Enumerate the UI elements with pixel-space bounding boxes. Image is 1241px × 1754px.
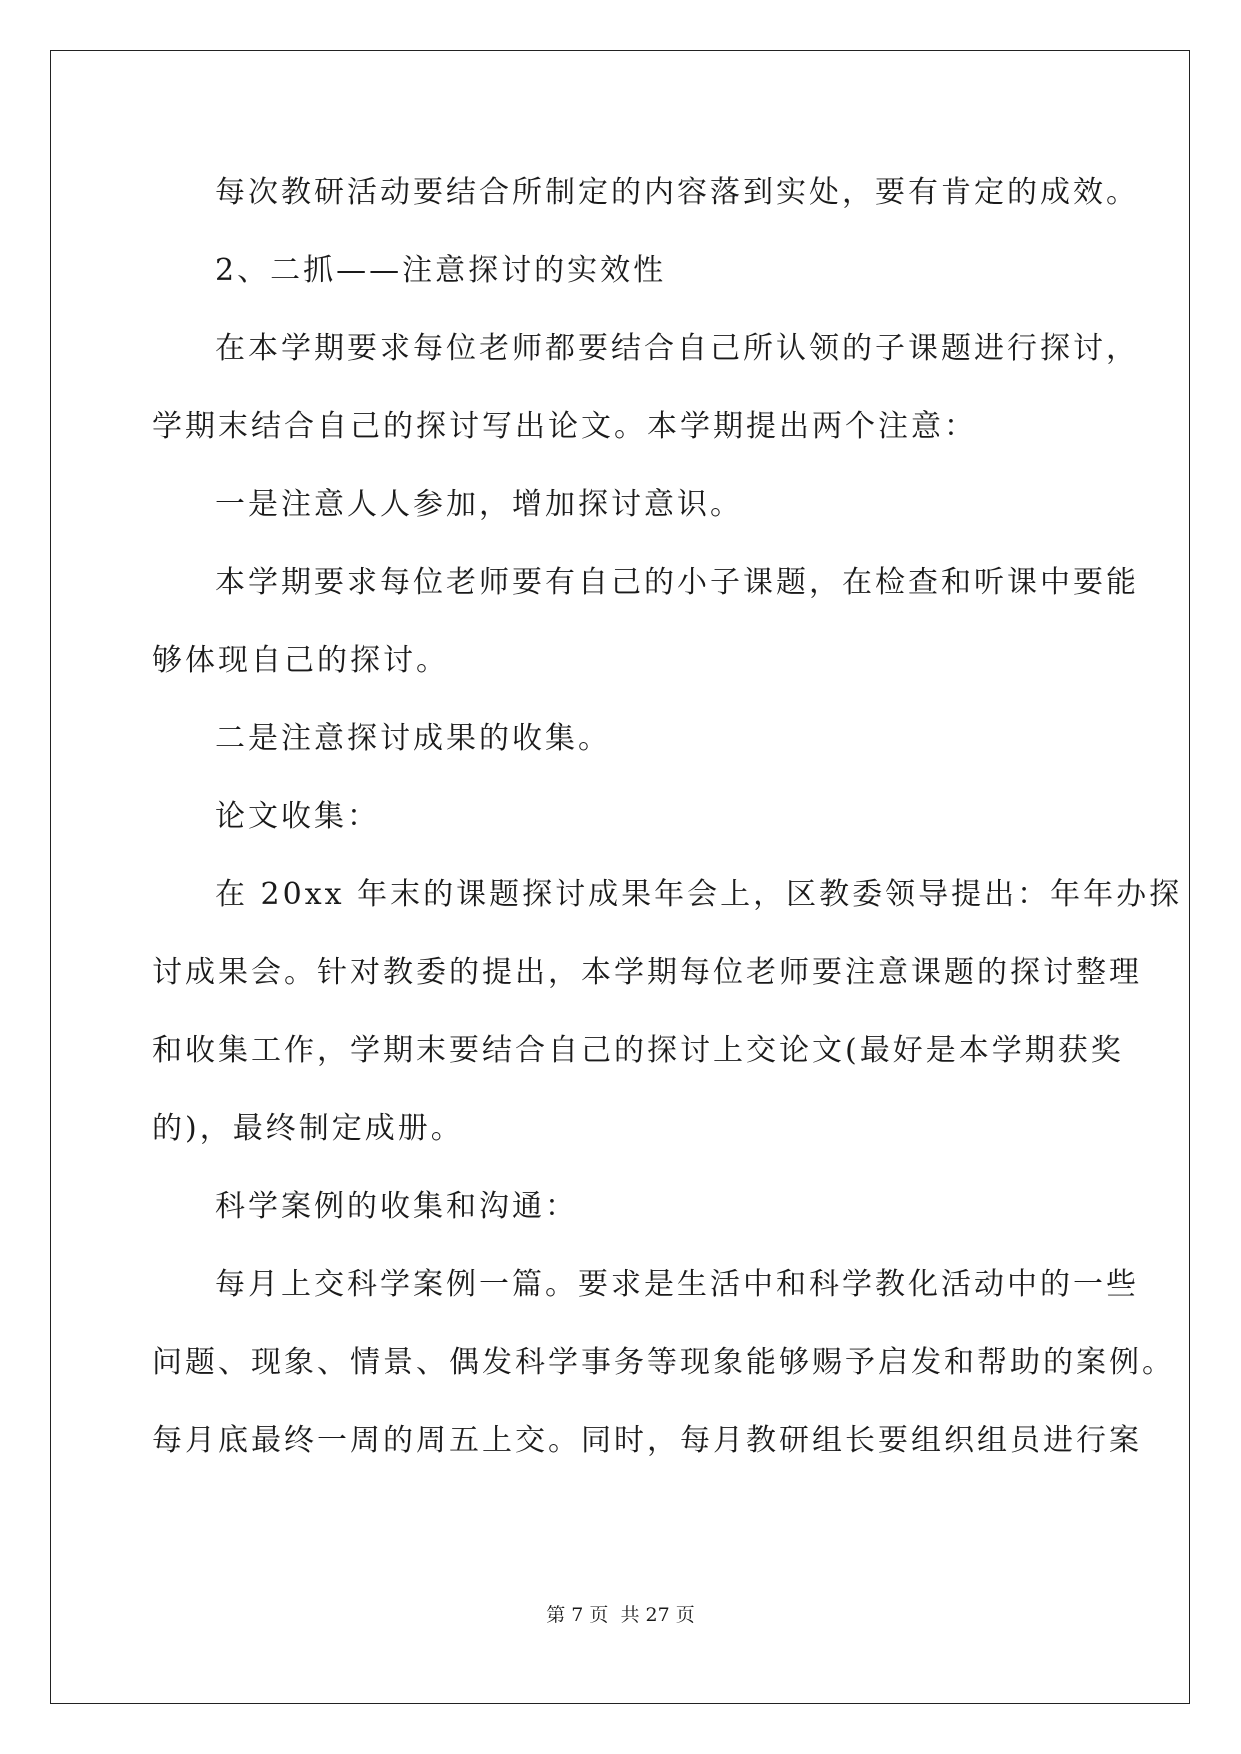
paragraph-line: 一是注意人人参加，增加探讨意识。 [215, 487, 743, 522]
paragraph-line: 和收集工作，学期末要结合自己的探讨上交论文(最好是本学期获奖 [152, 1033, 1124, 1068]
page-number: 第 7 页 [546, 1604, 609, 1626]
paragraph-line: 论文收集： [215, 799, 380, 834]
paragraph-line: 科学案例的收集和沟通： [215, 1189, 578, 1224]
section-heading: 2、二抓——注意探讨的实效性 [215, 253, 667, 288]
paragraph-line: 学期末结合自己的探讨写出论文。本学期提出两个注意： [152, 409, 977, 444]
page-total: 共 27 页 [620, 1604, 695, 1626]
paragraph-line: 在本学期要求每位老师都要结合自己所认领的子课题进行探讨， [215, 331, 1139, 366]
paragraph-line: 每月底最终一周的周五上交。同时，每月教研组长要组织组员进行案 [152, 1423, 1142, 1458]
paragraph-line: 二是注意探讨成果的收集。 [215, 721, 611, 756]
paragraph-line: 每月上交科学案例一篇。要求是生活中和科学教化活动中的一些 [215, 1267, 1139, 1302]
paragraph-line: 够体现自己的探讨。 [152, 643, 449, 678]
paragraph-line: 讨成果会。针对教委的提出，本学期每位老师要注意课题的探讨整理 [152, 955, 1142, 990]
paragraph-line: 每次教研活动要结合所制定的内容落到实处，要有肯定的成效。 [215, 175, 1139, 210]
paragraph-line: 问题、现象、情景、偶发科学事务等现象能够赐予启发和帮助的案例。 [152, 1345, 1175, 1380]
paragraph-line: 在 20xx 年末的课题探讨成果年会上，区教委领导提出：年年办探 [215, 877, 1183, 912]
paragraph-line: 本学期要求每位老师要有自己的小子课题，在检查和听课中要能 [215, 565, 1139, 600]
paragraph-line: 的)，最终制定成册。 [152, 1111, 464, 1146]
page-footer [0, 1600, 1241, 1627]
